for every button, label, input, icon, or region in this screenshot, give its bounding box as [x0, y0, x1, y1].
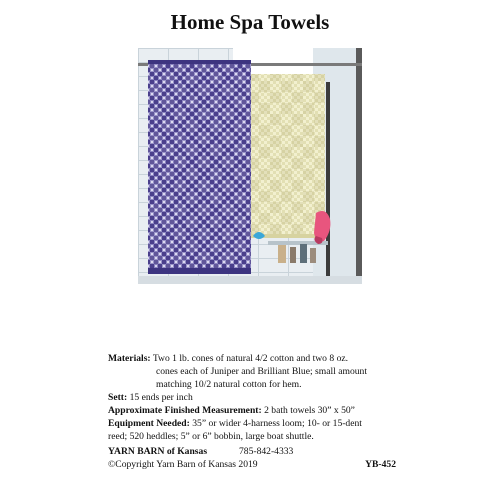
sett-value: 15 ends per inch [129, 392, 193, 403]
equipment-label: Equipment Needed: [108, 418, 190, 429]
equipment-line-2: reed; 520 heddles; 5” or 6” bobbin, large boat shuttle. [108, 431, 314, 442]
measurement-row [108, 404, 398, 417]
towel-photo-illustration [138, 48, 362, 284]
footer-brand-line [108, 445, 398, 458]
equipment-line-1: 35” or wider 4-harness loom; 10- or 15-dent [192, 418, 362, 429]
materials-label: Materials: [108, 353, 151, 364]
materials-line-1: Two 1 lb. cones of natural 4/2 cotton and two 8 oz. [152, 353, 349, 364]
measurement-value: 2 bath towels 30” x 50” [264, 405, 355, 416]
footer [108, 445, 398, 471]
sett-row [108, 391, 398, 404]
pattern-code: YB-452 [365, 459, 396, 470]
materials-row [108, 352, 398, 365]
measurement-label: Approximate Finished Measurement: [108, 405, 262, 416]
materials-line-2: cones each of Juniper and Brilliant Blue; small amount [156, 366, 368, 377]
footer-copyright-line [108, 458, 398, 471]
towel-photo [138, 48, 362, 284]
pattern-details [108, 352, 398, 443]
copyright-text: ©Copyright Yarn Barn of Kansas 2019 [108, 459, 258, 470]
materials-line-3-row [108, 378, 398, 391]
equipment-line-2-row [108, 430, 398, 443]
equipment-row [108, 417, 398, 430]
materials-line-2-row [108, 365, 398, 378]
page-title: Home Spa Towels [170, 10, 330, 34]
brand-name: YARN BARN of Kansas [108, 446, 208, 457]
phone-number: 785-842-4333 [239, 446, 294, 457]
sett-label: Sett: [108, 392, 128, 403]
materials-line-3: matching 10/2 natural cotton for hem. [156, 379, 302, 390]
